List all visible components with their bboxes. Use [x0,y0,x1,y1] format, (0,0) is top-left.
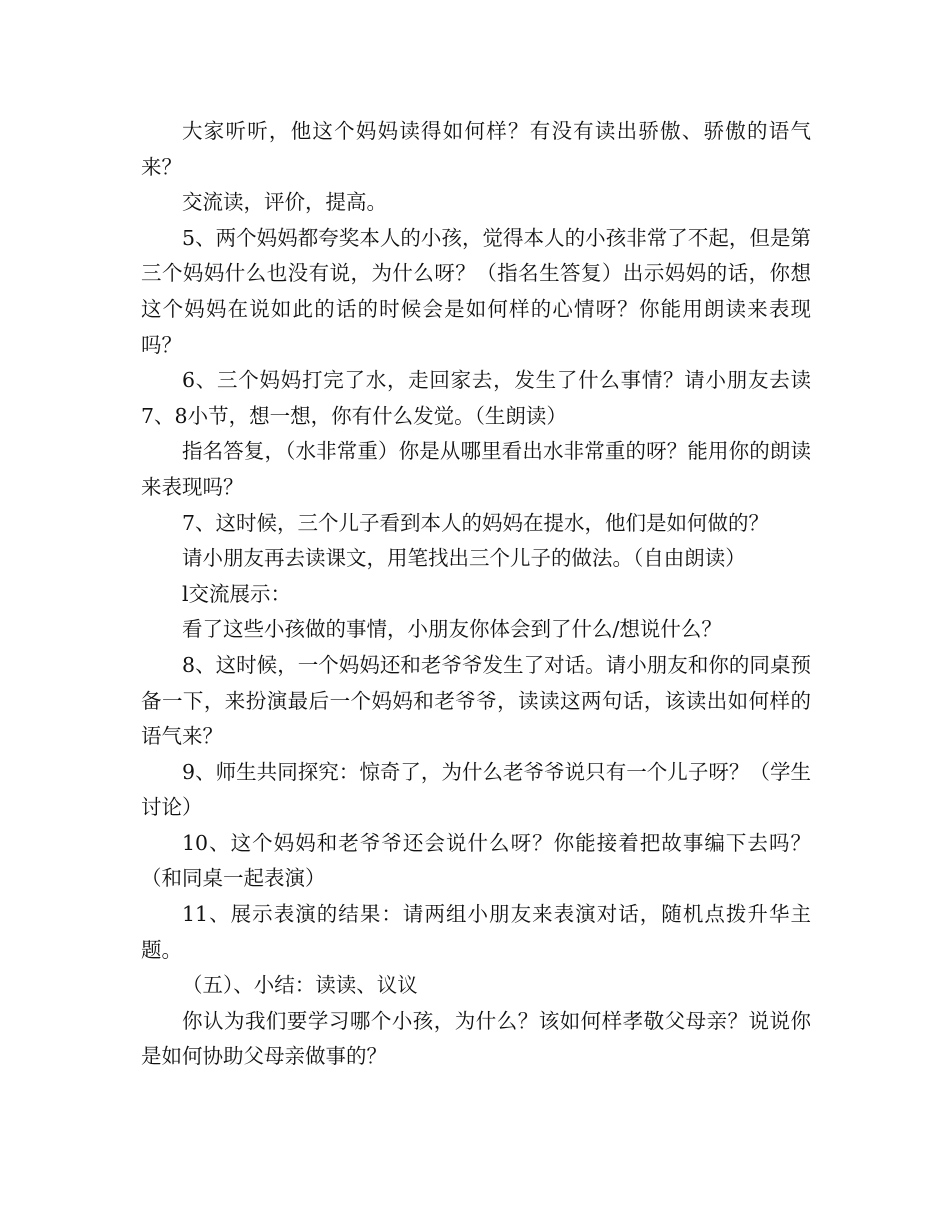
paragraph-1: 大家听听，他这个妈妈读得如何样？有没有读出骄傲、骄傲的语气来？ [141,119,811,179]
paragraph-4: 6、三个妈妈打完了水，走回家去，发生了什么事情？请小朋友去读7、8小节，想一想，你有什么发觉。（生朗读） [141,368,811,428]
paragraph-9: 看了这些小孩做的事情，小朋友你体会到了什么/想说什么？ [182,617,722,642]
paragraph-6: 7、这时候，三个儿子看到本人的妈妈在提水，他们是如何做的？ [182,510,770,535]
paragraph-3: 5、两个妈妈都夸奖本人的小孩，觉得本人的小孩非常了不起，但是第三个妈妈什么也没有说，为什么呀？（指名生答复）出示妈妈的话，你想这个妈妈在说如此的话的时候会是如何样的心情呀？你能用朗读来表现吗？ [141,225,811,357]
paragraph-12: 10、这个妈妈和老爷爷还会说什么呀？你能接着把故事编下去吗？（和同桌一起表演） [141,830,811,891]
paragraph-14: （五）、小结：读读、议议 [182,973,418,998]
paragraph-15: 你认为我们要学习哪个小孩，为什么？该如何样孝敬父母亲？说说你是如何协助父母亲做事的？ [141,1008,811,1069]
paragraph-5: 指名答复，（水非常重）你是从哪里看出水非常重的呀？能用你的朗读来表现吗？ [141,439,811,499]
paragraph-11: 9、师生共同探究：惊奇了，为什么老爷爷说只有一个儿子呀？（学生讨论） [141,759,811,820]
document-body [141,114,811,1075]
paragraph-7: 请小朋友再去读课文，用笔找出三个儿子的做法。（自由朗读） [182,546,746,571]
paragraph-8: l交流展示： [182,581,292,606]
paragraph-2: 交流读，评价，提高。 [182,190,387,215]
paragraph-10: 8、这时候，一个妈妈还和老爷爷发生了对话。请小朋友和你的同桌预备一下，来扮演最后一个妈妈和老爷爷，读读这两句话，该读出如何样的语气来？ [141,652,811,749]
paragraph-13: 11、展示表演的结果：请两组小朋友来表演对话，随机点拨升华主题。 [141,902,811,962]
